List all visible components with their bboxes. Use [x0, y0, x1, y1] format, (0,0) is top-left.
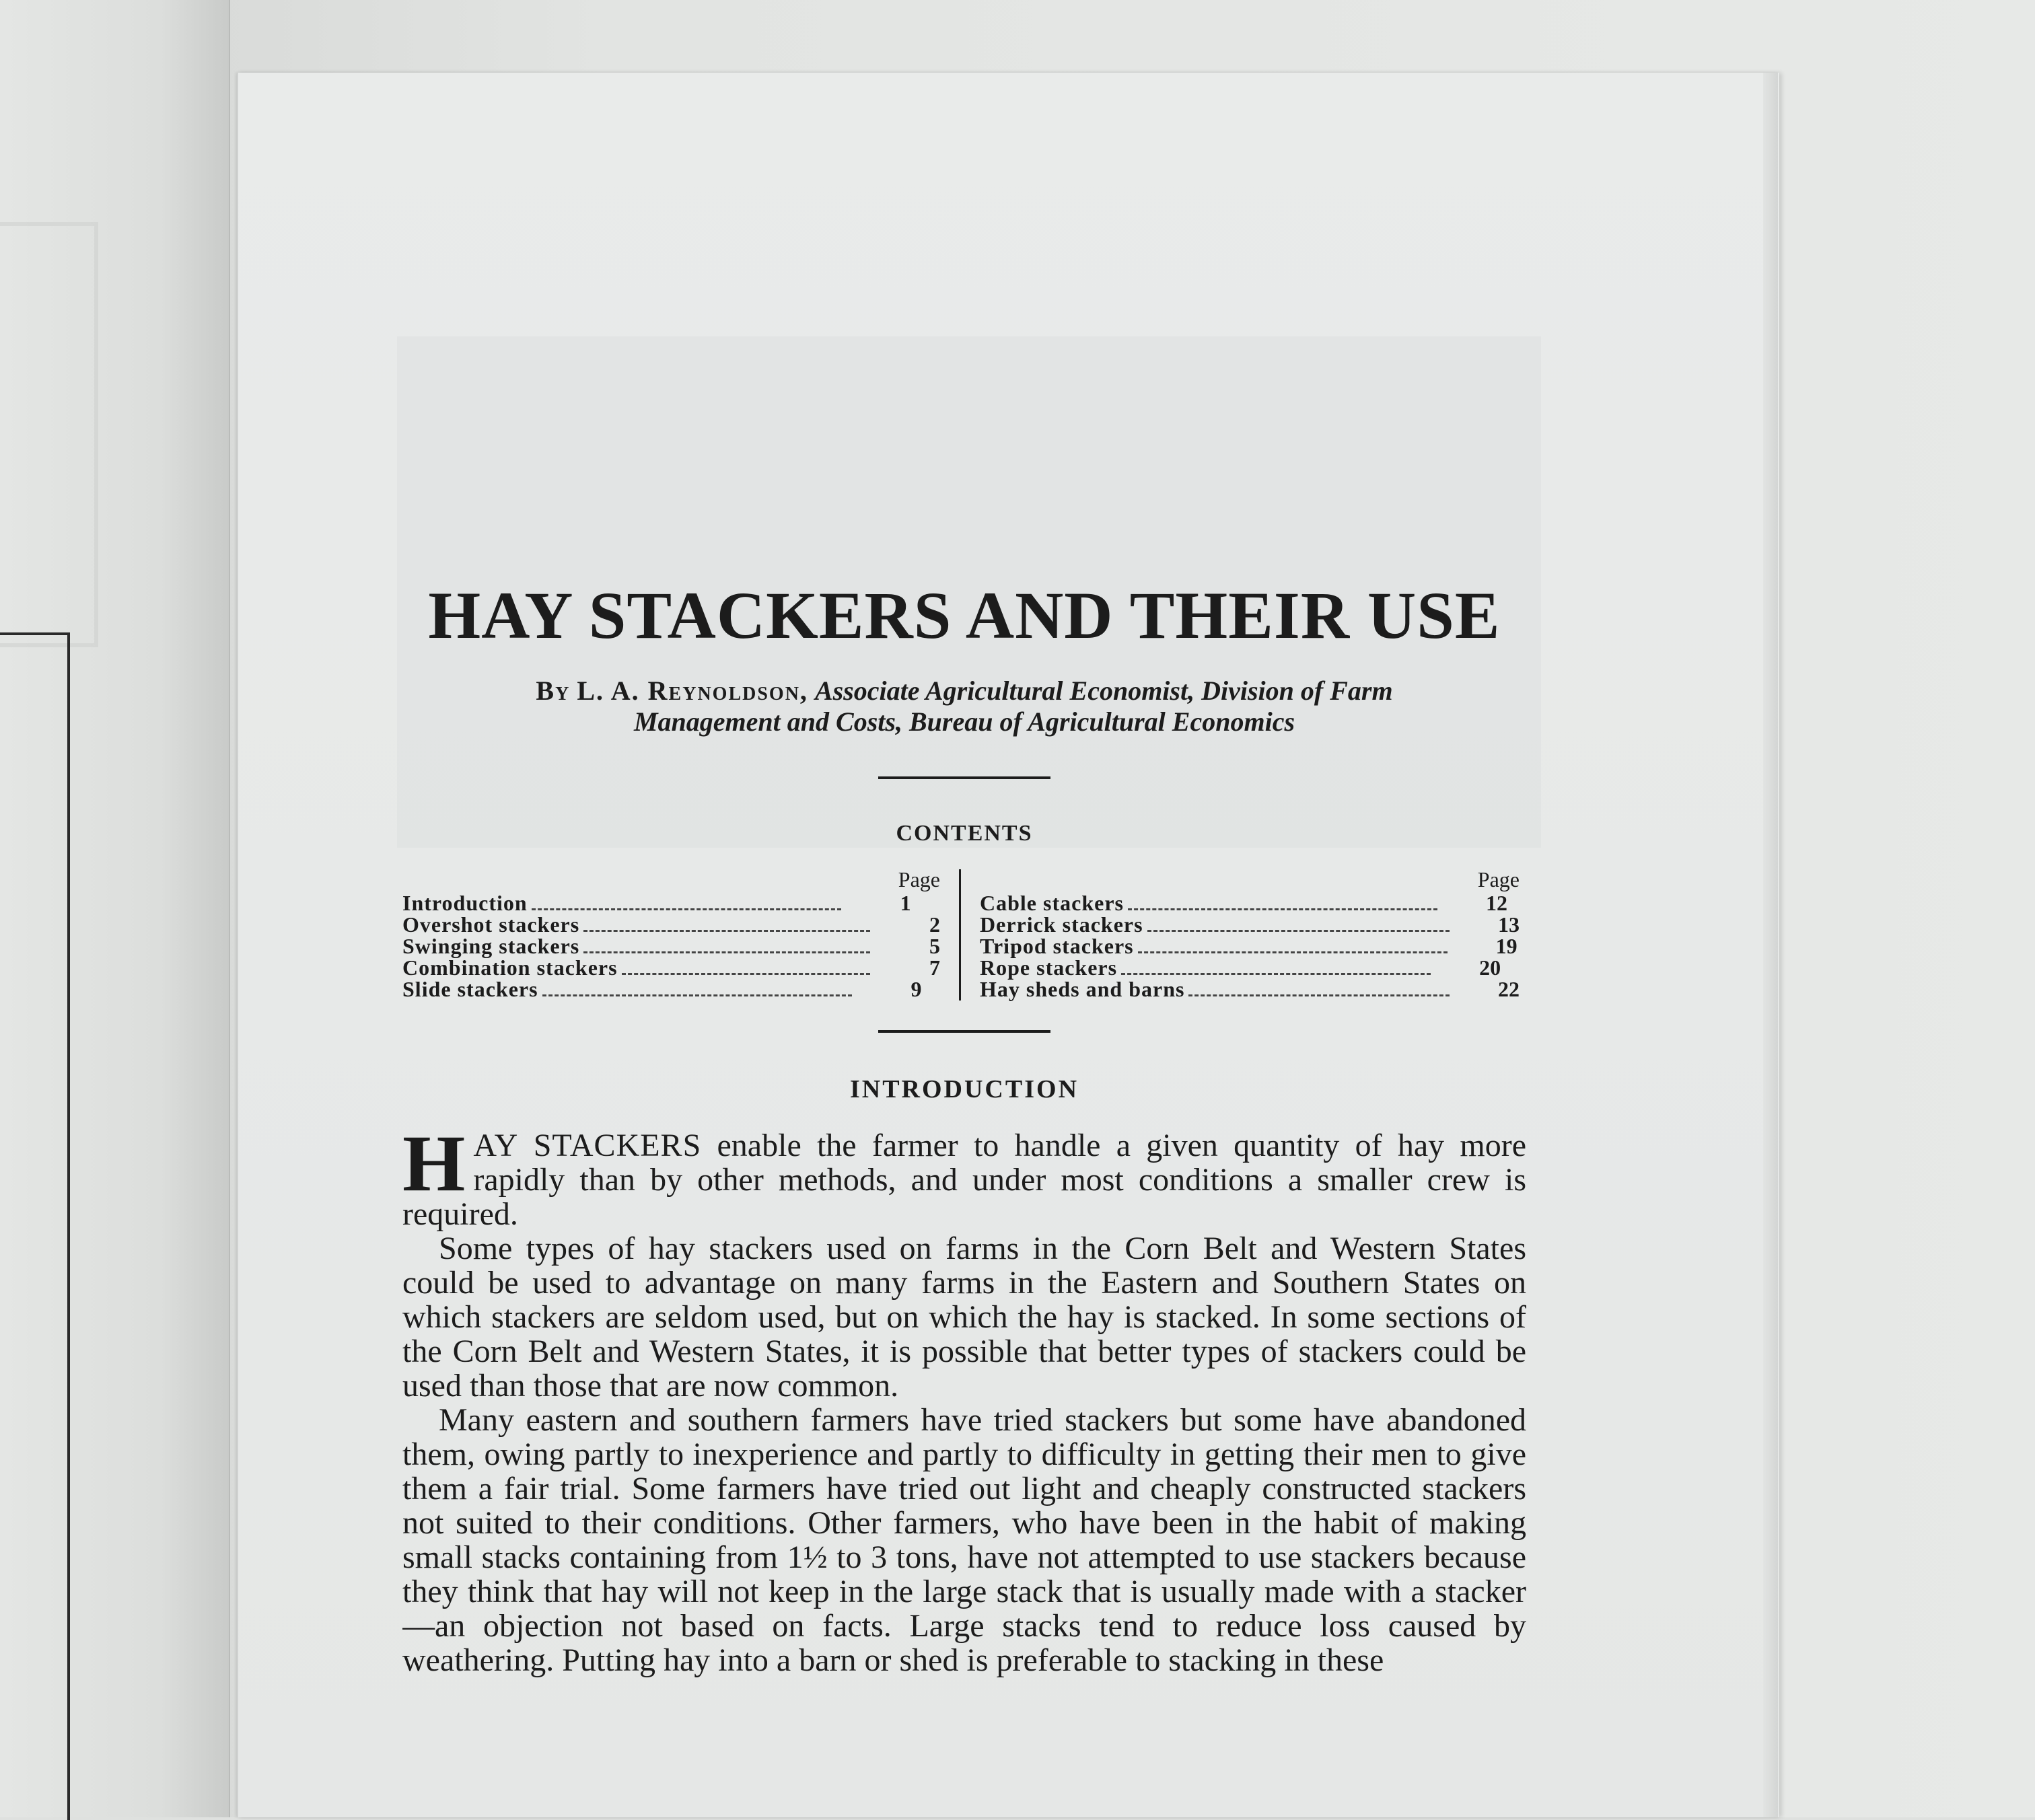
- divider-rule: [878, 776, 1050, 779]
- toc-leader-dots: [542, 994, 852, 996]
- toc-leader-dots: [1188, 994, 1450, 996]
- toc-entry: [402, 957, 940, 979]
- toc-entry-label: Swinging stackers: [402, 934, 580, 958]
- toc-column-left: [402, 869, 961, 1000]
- toc-entry: [980, 893, 1520, 914]
- page-content: [402, 579, 1526, 1801]
- toc-page-label: Page: [898, 867, 940, 891]
- toc-leader-dots: [622, 973, 870, 975]
- facing-page-frame-line: [0, 632, 70, 1820]
- byline-by: By: [536, 676, 571, 706]
- toc-leader-dots: [1138, 951, 1448, 953]
- byline: [402, 676, 1526, 737]
- table-of-contents: [402, 869, 1526, 1000]
- paragraph: Many eastern and southern farmers have tried stackers but some have abandoned them, owing partly to inexperience and partly to difficulty in getting their men to give them a fair trial. Some farmers have tried out light and cheaply constructed stackers not suited to their conditions. Other farmers, who have been in the habit of making small stacks containing from 1½ to 3 tons, have not attempted to use stackers because they think that hay will not keep in the large stack that is usually made with a stacker—an objection not based on facts. Large stacks tend to reduce loss caused by weathering. Putting hay into a barn or shed is preferable to stacking in these: [402, 1402, 1526, 1678]
- toc-entry: [402, 936, 940, 957]
- facing-page: [0, 0, 230, 1817]
- toc-leader-dots: [1121, 973, 1431, 975]
- body-text: [402, 1128, 1526, 1801]
- toc-entry: [980, 979, 1520, 1000]
- toc-entry: [402, 914, 940, 936]
- toc-entry-page: 19: [1495, 934, 1518, 958]
- toc-entry-page: 7: [929, 955, 940, 980]
- toc-entry-page: 12: [1485, 891, 1507, 915]
- toc-entry-label: Hay sheds and barns: [980, 977, 1185, 1001]
- toc-entry-label: Derrick stackers: [980, 912, 1143, 937]
- toc-entry-page: 9: [911, 977, 922, 1001]
- toc-entry-page: 5: [929, 934, 940, 958]
- byline-role-line2: Management and Costs, Bureau of Agricultural Economics: [633, 706, 1295, 737]
- toc-entry-page: 13: [1498, 912, 1520, 937]
- paragraph-text: enable the farmer to handle a given quantity of hay more rapidly than by other methods, and under most conditions a smaller crew is required.: [402, 1128, 1526, 1232]
- toc-entry-label: Cable stackers: [980, 891, 1124, 915]
- paragraph: Some types of hay stackers used on farms in the Corn Belt and Western States could be used to advantage on many farms in the Eastern and Southern States on which stackers are seldom used, but on which the hay is stacked. In some sections of the Corn Belt and Western States, it is possible that better types of stackers could be used than those that are now common.: [402, 1231, 1526, 1404]
- byline-line-1: [402, 676, 1526, 706]
- divider-rule: [878, 1030, 1050, 1033]
- page-title: HAY STACKERS AND THEIR USE: [428, 578, 1501, 653]
- toc-entry-label: Slide stackers: [402, 977, 538, 1001]
- toc-entry-page: 2: [929, 912, 940, 937]
- page-edge: [1763, 73, 1778, 1817]
- toc-entry-page: 1: [900, 891, 911, 915]
- introduction-heading: INTRODUCTION: [849, 1075, 1079, 1103]
- toc-entry: [980, 914, 1520, 936]
- toc-entry-label: Overshot stackers: [402, 912, 580, 937]
- toc-entry-page: 22: [1498, 977, 1520, 1001]
- toc-entry: [402, 893, 940, 914]
- toc-entry: [980, 936, 1520, 957]
- toc-entry-label: Combination stackers: [402, 955, 618, 980]
- toc-leader-dots: [1128, 908, 1437, 910]
- toc-column-right: [961, 869, 1520, 1000]
- toc-leader-dots: [583, 951, 870, 953]
- byline-role-line1: Associate Agricultural Economist, Division of Farm: [814, 676, 1393, 706]
- contents-heading: CONTENTS: [896, 821, 1033, 846]
- drop-cap: H: [402, 1128, 466, 1208]
- facing-page-bleed-frame: [0, 222, 98, 647]
- toc-page-label: Page: [1477, 867, 1520, 891]
- lead-in: AY STACKERS: [473, 1128, 702, 1163]
- toc-leader-dots: [532, 908, 841, 910]
- toc-entry-page: 20: [1479, 955, 1501, 980]
- toc-entry-label: Tripod stackers: [980, 934, 1134, 958]
- paragraph: [402, 1128, 1526, 1231]
- toc-entry-label: Introduction: [402, 891, 528, 915]
- toc-leader-dots: [1147, 930, 1450, 932]
- toc-entry: [402, 979, 940, 1000]
- toc-leader-dots: [583, 930, 870, 932]
- toc-entry-label: Rope stackers: [980, 955, 1118, 980]
- byline-author: L. A. Reynoldson,: [577, 676, 808, 706]
- toc-entry: [980, 957, 1520, 979]
